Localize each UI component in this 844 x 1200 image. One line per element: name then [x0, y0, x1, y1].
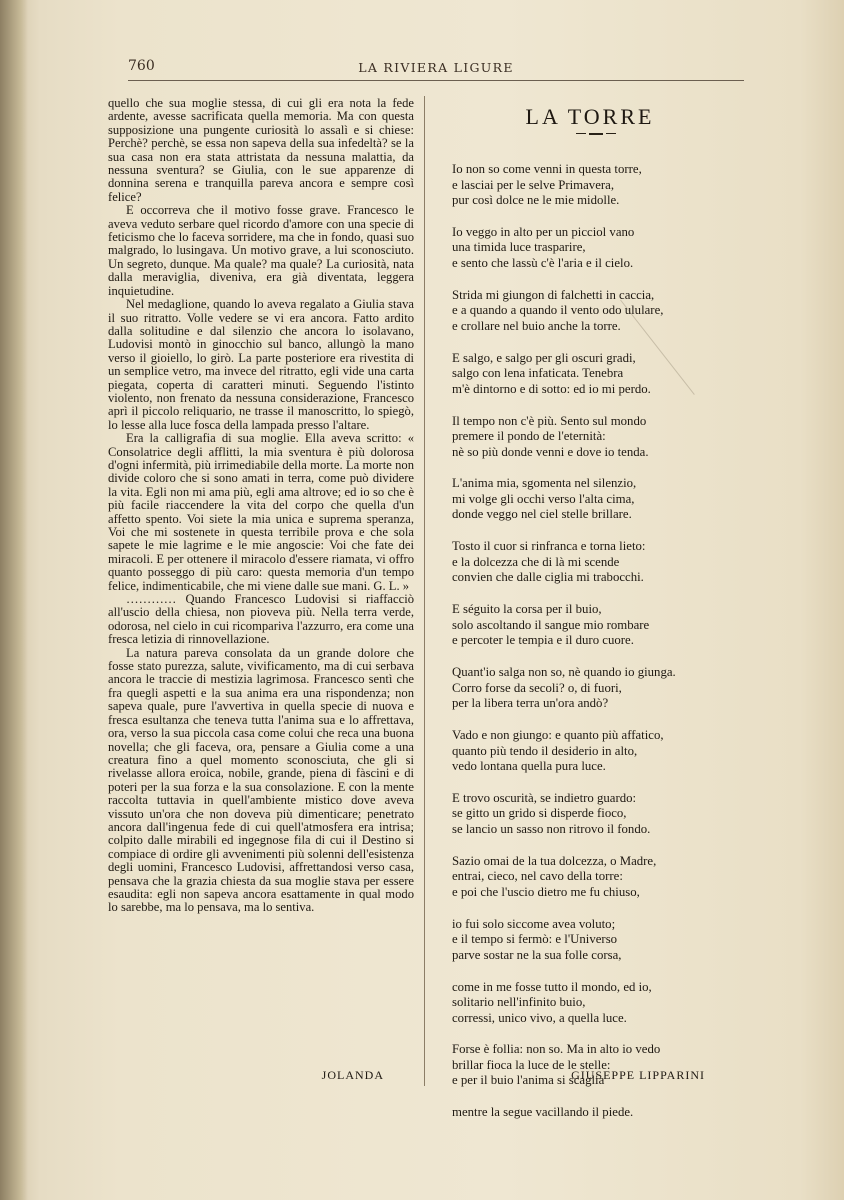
poem-stanza	[452, 665, 742, 712]
poem-line: pur così dolce ne le mie midolle.	[452, 193, 620, 207]
poem-stanza	[452, 728, 742, 775]
poem-line: m'è dintorno e di sotto: ed io mi perdo.	[452, 381, 651, 396]
column-divider	[424, 96, 425, 1086]
poem-line: brillar fioca la luce de le stelle:	[452, 1057, 611, 1072]
poem-line: E trovo oscurità, se indietro guardo:	[452, 790, 637, 805]
page-header	[128, 56, 744, 81]
poem-stanza	[452, 980, 742, 1027]
poem-stanzas	[452, 162, 742, 1137]
poem-line: vedo lontana quella pura luce.	[452, 759, 606, 774]
poem-line: e a quando a quando il vento odo ululare,	[452, 303, 664, 318]
prose-paragraph: Nel medaglione, quando lo aveva regalato a Giulia stava il suo ritratto. Volle vedere se vi era ancora. Fatto ardito dalla solitudine e dal silenzio che ancora lo isolavano, Ludovisi montò in ginocchio sul banco, allungò la mano verso il gioiello, lo girò. La parte posteriore era rivestita di un semplice vetro, ma invece del ritratto, egli vide una carta piegata, coperta di caratteri minuti. Seguendo l'istinto violento, non frenato da nessuna considerazione, Francesco aprì il piccolo reliquario, ne trasse il manoscritto, lo spiegò, lo lesse alla luce fosca della lampada presso l'altare.	[108, 297, 414, 432]
poem-line: entrai, cieco, nel cavo della torre:	[452, 869, 623, 884]
poem-stanza	[452, 791, 742, 838]
poem-line: Tosto il cuor si rinfranca e torna lieto:	[452, 539, 646, 554]
poem-line: parve sostar ne la sua folle corsa,	[452, 947, 622, 962]
poem-line: e lasciai per le selve Primavera,	[452, 177, 615, 192]
prose-paragraph: E occorreva che il motivo fosse grave. Francesco le aveva veduto serbare quel ricordo d'amore con una specie di feticismo che lo faceva sorridere, ma che in fondo, quasi suo malgrado, lo lusingava. Un motivo grave, a lui sconosciuto. Un segreto, dunque. Ma quale? ma quale? La curiosità, nata dalla meraviglia, diveniva, era già diventata, leggera inquietudine.	[108, 203, 414, 298]
poem-line: Corro forse da secoli? o, di fuori,	[452, 680, 622, 695]
page-number: 760	[128, 58, 155, 74]
poem-stanza	[452, 602, 742, 649]
poem-line: Sazio omai de la tua dolcezza, o Madre,	[452, 853, 657, 868]
poem-line: Strida mi giungon di falchetti in caccia,	[452, 287, 655, 302]
poem-stanza	[452, 539, 742, 586]
poem-line: nè so più donde venni e dove io tenda.	[452, 444, 649, 459]
poem-line: e per il buio l'anima si scaglia	[452, 1073, 605, 1088]
poem-stanza	[452, 917, 742, 964]
poem-line: e percoter le tempia e il duro cuore.	[452, 633, 634, 648]
poem-stanza	[452, 351, 742, 398]
poem-line: e la dolcezza che di là mi scende	[452, 554, 620, 569]
prose-paragraph: quello che sua moglie stessa, di cui gli era nota la fede ardente, avesse sacrificata quella memoria. Ma con questa supposizione una pungente curiosità lo assalì e si chiese: Perchè? perchè, se essa non sapeva della sua infedeltà? se la sua casa non era stata attristata da nessuna malattia, da nessuna sventura? se Giulia, con le sue apparenze di donnina serena e tranquilla pareva ancora e sempre così felice?	[108, 96, 414, 204]
title-ornament	[576, 133, 616, 135]
poem-line: una timida luce trasparire,	[452, 240, 586, 255]
poem-stanza	[452, 1105, 742, 1121]
poem-stanza	[452, 288, 742, 335]
poem-line: quanto più tendo il desiderio in alto,	[452, 743, 638, 758]
poem-line: mentre la segue vacillando il piede.	[452, 1105, 634, 1120]
poem-line: Io non so come venni in questa torre,	[452, 162, 642, 176]
poem-line: solo ascoltando il sangue mio rombare	[452, 617, 650, 632]
poem-line: e crollare nel buio anche la torre.	[452, 318, 621, 333]
poem-line: corressi, unico vivo, a quella luce.	[452, 1010, 627, 1025]
poem-stanza	[452, 854, 742, 901]
poem-line: Vado e non giungo: e quanto più affatico,	[452, 728, 664, 743]
poem-line: convien che dalle ciglia mi trabocchi.	[452, 570, 644, 585]
poem-line: Io veggo in alto per un picciol vano	[452, 224, 635, 239]
poem-stanza	[452, 162, 742, 209]
poem-line: mi volge gli occhi verso l'alta cima,	[452, 491, 635, 506]
poem-line: e il tempo si fermò: e l'Universo	[452, 932, 618, 947]
poem-stanza	[452, 414, 742, 461]
prose-paragraph: Era la calligrafia di sua moglie. Ella aveva scritto: « Consolatrice degli afflitti, la mia sventura è più dolorosa d'ogni infermità, più irrimediabile della morte. La morte non divide coloro che si sono amati in terra, come può dividere la vita. Egli non mi ama più, egli ama altrove; ed io so che è più facile riaccendere la vita del corpo che quella d'un affetto spento. Voi siete la mia unica e suprema speranza, Voi che mi sostenete in questa terribile prova e che sola sapete le mie lagrime e le mie angoscie: Voi che fate dei miracoli. E per ottenere il miracolo d'essere riamata, vi offro quanto posseggo di più caro: questa memoria d'un tempo felice, indimenticabile, che mi viene dalle sue mani. G. L. »	[108, 431, 414, 593]
poem-line: L'anima mia, sgomenta nel silenzio,	[452, 476, 637, 491]
book-spine-shadow	[0, 0, 28, 1200]
author-signature-lipparini: GIUSEPPE LIPPARINI	[571, 1068, 705, 1082]
poem-line: donde veggo nel ciel stelle brillare.	[452, 507, 632, 522]
poem-line: premere il pondo de l'eternità:	[452, 429, 606, 444]
poem-line: solitario nell'infinito buio,	[452, 995, 586, 1010]
poem-line: salgo con lena infaticata. Tenebra	[452, 366, 624, 381]
prose-paragraph: La natura pareva consolata da un grande dolore che fosse stato purezza, salute, vivificamento, ma di cui serbava ancora le traccie di mestizia lagrimosa. Francesco sentì che fra quegli aspetti e la sua anima era una rispondenza; non sapeva quale, pure l'avvertiva in quella specie di nuova e fresca esultanza che teneva tutta l'anima sua e lo affrettava, ora, verso la sua piccola casa come colui che reca una buona novella; che gli faceva, ora, pensare a Giulia come a una creatura fino a quel momento sconosciuta, che gli si rivelasse allora eroica, nobile, grande, piena di fàscini e di poteri per la sua forza e la sua consolazione. E con la mente raccolta tuttavia in quell'ambiente mistico dove aveva vissuto un'ora che non doveva più dimenticare; penetrato ancora dall'ingenua fede di cui quell'atmosfera era intrisa; colpito dalle mirabili ed ingegnose fila di cui il Destino si compiace di ordire gli avvenimenti più solenni dell'esistenza degli uomini, Francesco Ludovisi, affrettandosi verso casa, pensava che la grazia chiesta da sua moglie stava per essere esaudita: egli non sapeva ancora esattamente in qual modo lo sarebbe, ma lo pensava, ma lo sentiva.	[108, 645, 414, 915]
prose-paragraph: ………… Quando Francesco Ludovisi si riaffacciò all'uscio della chiesa, non pioveva più. Nella terra verde, odorosa, nel cielo in cui ricompariva l'azzurro, era come una fresca letizia di rinnovellazione.	[108, 592, 414, 647]
author-signature-jolanda: JOLANDA	[321, 1068, 384, 1082]
poem-line: e poi che l'uscio dietro me fu chiuso,	[452, 884, 640, 899]
poem-line: io fui solo siccome avea voluto;	[452, 916, 616, 931]
poem-line: Il tempo non c'è più. Sento sul mondo	[452, 413, 647, 428]
poem-line: se gitto un grido si disperde fioco,	[452, 806, 627, 821]
poem-stanza	[452, 476, 742, 523]
poem-line: Forse è follia: non so. Ma in alto io vedo	[452, 1042, 661, 1057]
poem-title: LA TORRE	[525, 104, 655, 129]
prose-column	[108, 97, 414, 915]
poem-line: come in me fosse tutto il mondo, ed io,	[452, 979, 652, 994]
poem-line: se lancio un sasso non ritrovo il fondo.	[452, 821, 651, 836]
poem-line: per la libera terra un'ora andò?	[452, 696, 609, 711]
poem-line: E salgo, e salgo per gli oscuri gradi,	[452, 350, 636, 365]
poem-line: E séguito la corsa per il buio,	[452, 602, 602, 617]
poem-line: Quant'io salga non so, nè quando io giunga.	[452, 665, 676, 680]
poem-line: e sento che lassù c'è l'aria e il cielo.	[452, 255, 634, 270]
poem-stanza	[452, 225, 742, 272]
running-title: LA RIVIERA LIGURE	[358, 60, 514, 75]
